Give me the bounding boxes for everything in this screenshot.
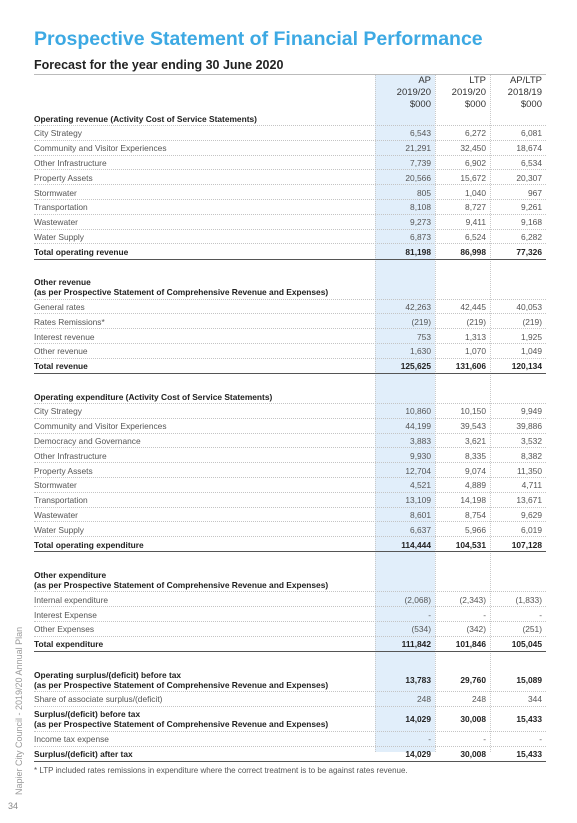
row-label-text: Other expenditure (34, 569, 107, 580)
spacer-row (34, 552, 546, 567)
row-label (34, 156, 374, 171)
cell-value: 753 (417, 331, 431, 342)
cell-value (375, 374, 435, 389)
cell-value: (219) (411, 316, 431, 327)
cell-value: 32,450 (460, 143, 486, 154)
row-label-text: Wastewater (34, 509, 78, 520)
row-label-text: Operating revenue (Activity Cost of Service Statements) (34, 113, 257, 124)
cell-value (375, 552, 435, 567)
row-label (34, 230, 374, 245)
cell-value: 29,760 (460, 674, 486, 685)
cell-value: 44,199 (405, 421, 431, 432)
cell-value: (2,068) (404, 594, 431, 605)
row-label-text: Democracy and Governance (34, 435, 141, 446)
row-label-subtext: (as per Prospective Statement of Comprehensive Revenue and Expenses) (34, 719, 329, 730)
cell-value: 14,029 (405, 714, 431, 725)
cell-value: 9,261 (521, 202, 542, 213)
row-label (34, 522, 374, 537)
cell-value: 8,382 (521, 450, 542, 461)
row-label (34, 374, 374, 389)
column-header-line: AP (418, 75, 431, 86)
cell-value: (534) (411, 624, 431, 635)
cell-value: 13,671 (516, 495, 542, 506)
cell-value: (342) (466, 624, 486, 635)
table-row (34, 275, 546, 300)
table-row (34, 707, 546, 732)
row-label-text: Property Assets (34, 172, 93, 183)
column-header-line: 2019/20 (396, 87, 431, 98)
cell-value: 14,198 (460, 495, 486, 506)
cell-value (430, 552, 490, 567)
cell-value (375, 567, 435, 592)
row-label-text: Income tax expense (34, 734, 109, 745)
cell-value: 15,089 (516, 674, 542, 685)
cell-value: 6,873 (410, 231, 431, 242)
table-row (34, 404, 546, 419)
page-subtitle: Forecast for the year ending 30 June 2020 (34, 58, 284, 72)
cell-value: 9,411 (465, 217, 486, 228)
row-label-text: Total expenditure (34, 639, 104, 650)
row-label (34, 126, 374, 141)
row-label (34, 434, 374, 449)
table-row (34, 419, 546, 434)
table-row (34, 170, 546, 185)
cell-value: 3,621 (465, 435, 486, 446)
cell-value (486, 374, 546, 389)
table-row (34, 607, 546, 622)
cell-value: 344 (528, 694, 542, 705)
cell-value: 6,272 (465, 128, 486, 139)
row-label-text: Stormwater (34, 187, 77, 198)
table-row (34, 478, 546, 493)
cell-value: 9,168 (521, 217, 542, 228)
cell-value: 3,532 (521, 435, 542, 446)
row-label (34, 329, 374, 344)
table-row (34, 244, 546, 259)
row-label (34, 552, 374, 567)
row-label-text: Operating expenditure (Activity Cost of Service Statements) (34, 391, 273, 402)
cell-value: 6,282 (521, 231, 542, 242)
row-label (34, 200, 374, 215)
table-row (34, 344, 546, 359)
row-label-text: Total operating revenue (34, 246, 129, 257)
spacer-row (34, 374, 546, 389)
row-label-text: Stormwater (34, 480, 77, 491)
row-label (34, 448, 374, 463)
cell-value: 39,886 (516, 421, 542, 432)
cell-value (430, 389, 490, 404)
table-row (34, 692, 546, 707)
table-row (34, 329, 546, 344)
cell-value (430, 567, 490, 592)
column-header-ap-ltp (486, 75, 546, 111)
cell-value: 5,966 (465, 524, 486, 535)
cell-value: 1,313 (465, 331, 486, 342)
cell-value: 120,134 (511, 361, 542, 372)
row-label (34, 404, 374, 419)
row-label (34, 185, 374, 200)
row-label (34, 652, 374, 667)
row-label-text: Operating surplus/(deficit) before tax (34, 669, 182, 680)
table-row (34, 537, 546, 552)
table-row (34, 126, 546, 141)
row-label-text: Other revenue (34, 277, 91, 288)
table-row (34, 448, 546, 463)
cell-value (375, 260, 435, 275)
cell-value: 4,889 (465, 480, 486, 491)
table-row (34, 732, 546, 747)
cell-value: 30,008 (460, 749, 486, 760)
cell-value (430, 275, 490, 300)
row-label-subtext: (as per Prospective Statement of Comprehensive Revenue and Expenses) (34, 579, 329, 590)
row-label-text: Total operating expenditure (34, 539, 144, 550)
cell-value: - (539, 609, 542, 620)
row-label (34, 637, 374, 652)
row-label (34, 300, 374, 315)
cell-value (430, 652, 490, 667)
column-header-line: LTP (469, 75, 486, 86)
table-row (34, 111, 546, 126)
table-row (34, 359, 546, 374)
row-label (34, 732, 374, 747)
cell-value (375, 389, 435, 404)
row-label (34, 170, 374, 185)
cell-value: 40,053 (516, 301, 542, 312)
table-row (34, 592, 546, 607)
cell-value: 8,108 (410, 202, 431, 213)
table-row (34, 493, 546, 508)
row-label-text: Internal expenditure (34, 594, 109, 605)
cell-value: 6,081 (521, 128, 542, 139)
side-document-title: Napier City Council - 2019/20 Annual Plan (14, 626, 24, 795)
cell-value: 10,860 (405, 406, 431, 417)
cell-value (486, 652, 546, 667)
row-label-text: Transportation (34, 202, 88, 213)
cell-value: 6,902 (465, 157, 486, 168)
column-header-line: AP/LTP (509, 75, 542, 86)
cell-value: 11,350 (517, 465, 542, 476)
cell-value: 14,029 (405, 749, 431, 760)
row-label (34, 667, 374, 692)
row-label-text: Share of associate surplus/(deficit) (34, 694, 163, 705)
cell-value: 104,531 (455, 539, 486, 550)
cell-value: 6,543 (410, 128, 431, 139)
row-label (34, 359, 374, 374)
cell-value (430, 111, 490, 126)
footnote: * LTP included rates remissions in expenditure where the correct treatment is to be against rates revenue. (34, 766, 408, 775)
column-header-line: $000 (409, 99, 431, 110)
cell-value (375, 111, 435, 126)
row-label (34, 567, 374, 592)
table-row (34, 230, 546, 245)
cell-value: 86,998 (460, 246, 486, 257)
table-row (34, 300, 546, 315)
cell-value: 1,040 (465, 187, 486, 198)
row-label (34, 508, 374, 523)
page-number: 34 (8, 801, 19, 811)
column-header-line: $000 (520, 99, 542, 110)
column-header-line: 2019/20 (451, 87, 486, 98)
cell-value: 15,433 (516, 714, 542, 725)
cell-value (486, 260, 546, 275)
row-label-text: Water Supply (34, 231, 84, 242)
cell-value: 39,543 (460, 421, 486, 432)
cell-value: - (539, 734, 542, 745)
row-label (34, 592, 374, 607)
cell-value: 21,291 (405, 143, 431, 154)
cell-value: (251) (522, 624, 542, 635)
cell-value: 111,842 (401, 639, 431, 650)
cell-value: 6,524 (465, 231, 486, 242)
row-label-text: Surplus/(deficit) before tax (34, 709, 141, 720)
cell-value: 9,629 (521, 509, 542, 520)
cell-value (486, 567, 546, 592)
table-row (34, 622, 546, 637)
row-label (34, 314, 374, 329)
row-label (34, 478, 374, 493)
cell-value: 20,307 (516, 172, 542, 183)
row-label (34, 275, 374, 300)
table-row (34, 141, 546, 156)
cell-value (375, 275, 435, 300)
cell-value: (219) (466, 316, 486, 327)
row-label-text: Other Expenses (34, 624, 95, 635)
row-label (34, 537, 374, 552)
cell-value: 12,704 (405, 465, 431, 476)
row-label (34, 215, 374, 230)
table-row (34, 185, 546, 200)
cell-value (430, 374, 490, 389)
row-label-text: City Strategy (34, 128, 82, 139)
cell-value: (219) (522, 316, 542, 327)
table-row (34, 637, 546, 652)
row-label-text: Community and Visitor Experiences (34, 143, 167, 154)
cell-value: 81,198 (405, 246, 431, 257)
cell-value: - (428, 734, 431, 745)
cell-value: 4,521 (410, 480, 431, 491)
row-label (34, 747, 374, 762)
table-row (34, 156, 546, 171)
table-row (34, 667, 546, 692)
table-row (34, 508, 546, 523)
row-label-text: Other Infrastructure (34, 157, 107, 168)
spacer-row (34, 260, 546, 275)
table-row (34, 314, 546, 329)
row-label-text: Water Supply (34, 524, 84, 535)
spacer-row (34, 652, 546, 667)
cell-value: 3,883 (410, 435, 431, 446)
page-title: Prospective Statement of Financial Performance (34, 28, 483, 50)
row-label (34, 244, 374, 259)
row-label-subtext: (as per Prospective Statement of Comprehensive Revenue and Expenses) (34, 287, 329, 298)
cell-value: 6,637 (410, 524, 431, 535)
cell-value: 13,109 (405, 495, 431, 506)
row-label (34, 692, 374, 707)
cell-value: 1,049 (521, 346, 542, 357)
table-row (34, 747, 546, 762)
cell-value: 9,930 (410, 450, 431, 461)
table-row (34, 567, 546, 592)
table-row (34, 215, 546, 230)
cell-value: 131,606 (455, 361, 486, 372)
column-header-line: $000 (464, 99, 486, 110)
row-label-text: Interest Expense (34, 609, 97, 620)
cell-value: 1,070 (465, 346, 486, 357)
cell-value: 42,445 (460, 301, 486, 312)
row-label-subtext: (as per Prospective Statement of Comprehensive Revenue and Expenses) (34, 679, 329, 690)
row-label (34, 419, 374, 434)
row-label (34, 463, 374, 478)
row-label-text: Interest revenue (34, 331, 95, 342)
cell-value: 8,754 (465, 509, 486, 520)
table-row (34, 200, 546, 215)
row-label-text: Total revenue (34, 361, 88, 372)
cell-value (430, 260, 490, 275)
cell-value: 8,335 (465, 450, 486, 461)
cell-value (486, 389, 546, 404)
cell-value: 1,630 (410, 346, 431, 357)
cell-value (486, 275, 546, 300)
cell-value: (2,343) (459, 594, 486, 605)
cell-value: 18,674 (516, 143, 542, 154)
row-label (34, 344, 374, 359)
row-label-text: Transportation (34, 495, 88, 506)
cell-value: 15,672 (460, 172, 486, 183)
row-label (34, 260, 374, 275)
cell-value: 805 (417, 187, 431, 198)
cell-value: - (428, 609, 431, 620)
cell-value: 20,566 (405, 172, 431, 183)
row-label-text: City Strategy (34, 406, 82, 417)
cell-value: 101,846 (455, 639, 486, 650)
cell-value (486, 552, 546, 567)
column-header-ltp (430, 75, 490, 111)
cell-value: 4,711 (521, 480, 542, 491)
cell-value: 6,019 (521, 524, 542, 535)
cell-value: - (483, 609, 486, 620)
row-label (34, 111, 374, 126)
cell-value: 248 (417, 694, 431, 705)
cell-value (486, 111, 546, 126)
cell-value: 9,949 (521, 406, 542, 417)
cell-value: 8,727 (465, 202, 486, 213)
row-label (34, 493, 374, 508)
cell-value: 13,783 (405, 674, 431, 685)
cell-value: 9,074 (465, 465, 486, 476)
row-label-text: Wastewater (34, 217, 78, 228)
cell-value: 77,326 (516, 246, 542, 257)
row-label (34, 389, 374, 404)
row-label (34, 622, 374, 637)
cell-value: 7,739 (410, 157, 431, 168)
row-label-text: Property Assets (34, 465, 93, 476)
cell-value (375, 652, 435, 667)
table-row (34, 463, 546, 478)
cell-value: 125,625 (400, 361, 431, 372)
cell-value: 248 (472, 694, 486, 705)
cell-value: 42,263 (405, 301, 431, 312)
cell-value: 30,008 (460, 714, 486, 725)
column-header-line: 2018/19 (507, 87, 542, 98)
cell-value: 105,045 (511, 639, 542, 650)
column-header-ap (375, 75, 435, 111)
table-row (34, 434, 546, 449)
row-label-text: Other Infrastructure (34, 450, 107, 461)
row-label-text: Other revenue (34, 346, 88, 357)
row-label (34, 707, 374, 732)
cell-value: (1,833) (515, 594, 542, 605)
cell-value: 107,128 (511, 539, 542, 550)
row-label-text: Community and Visitor Experiences (34, 421, 167, 432)
cell-value: 10,150 (460, 406, 486, 417)
row-label-text: General rates (34, 301, 85, 312)
cell-value: - (483, 734, 486, 745)
table-row (34, 522, 546, 537)
cell-value: 114,444 (401, 539, 431, 550)
row-label (34, 607, 374, 622)
cell-value: 6,534 (521, 157, 542, 168)
cell-value: 15,433 (516, 749, 542, 760)
row-label (34, 141, 374, 156)
cell-value: 9,273 (410, 217, 431, 228)
cell-value: 967 (528, 187, 542, 198)
row-label-text: Rates Remissions* (34, 316, 105, 327)
table-row (34, 389, 546, 404)
cell-value: 1,925 (521, 331, 542, 342)
cell-value: 8,601 (410, 509, 431, 520)
row-label-text: Surplus/(deficit) after tax (34, 749, 133, 760)
